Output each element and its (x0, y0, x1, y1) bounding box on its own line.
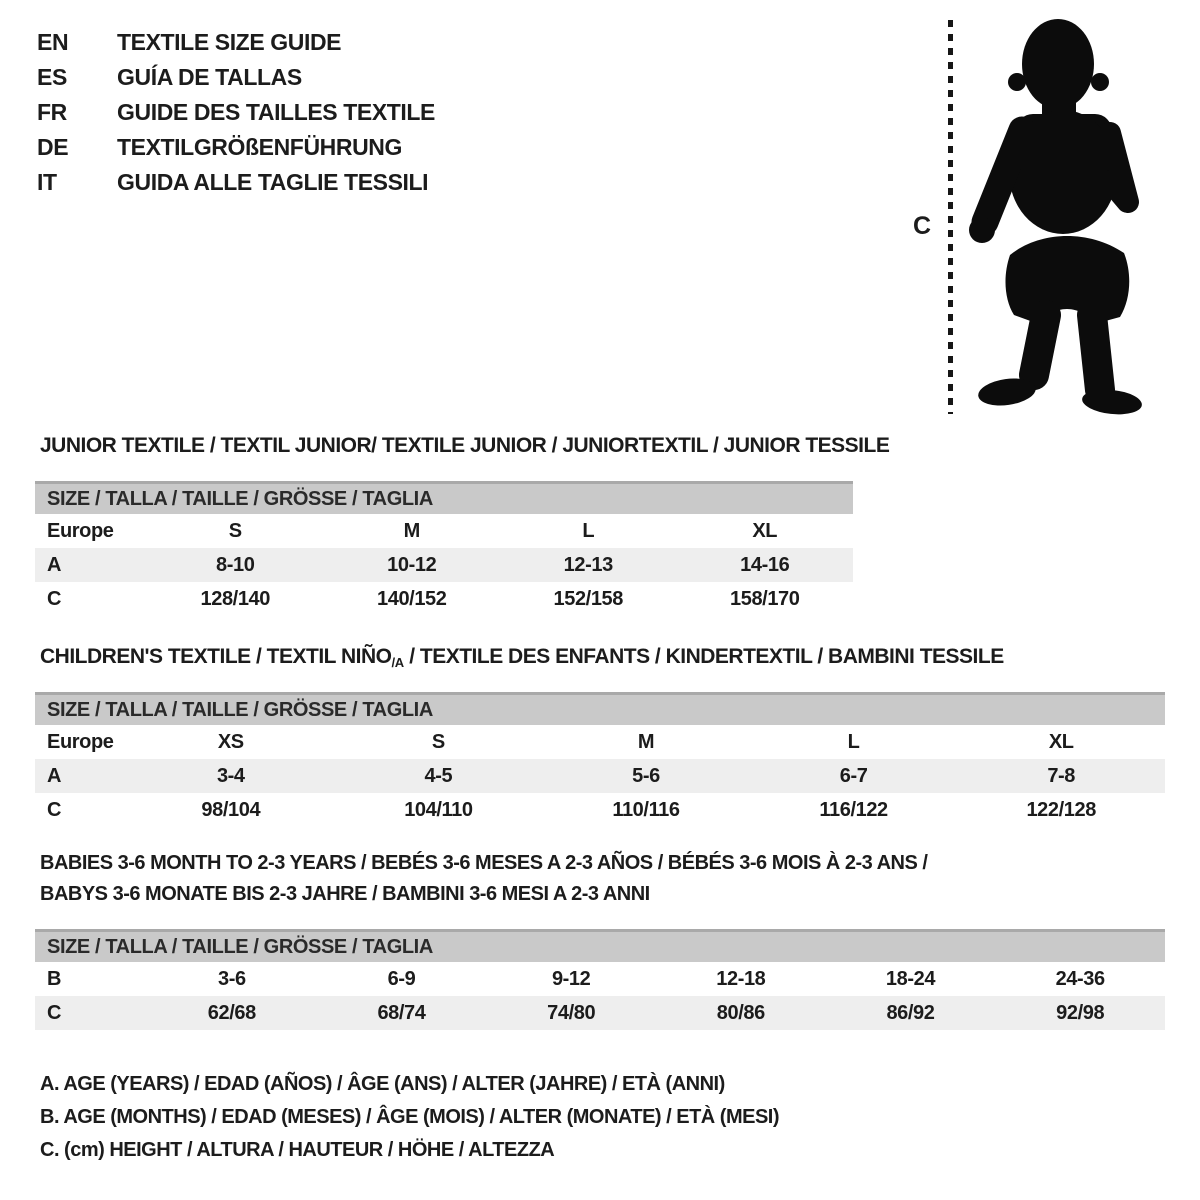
months-cell: 6-9 (387, 967, 416, 990)
height-cell: 158/170 (730, 587, 800, 610)
age-cell: 4-5 (424, 764, 453, 787)
size-cell: S (228, 519, 242, 542)
table-row-age (35, 548, 853, 582)
row-label: Europe (47, 519, 114, 542)
age-cell: 7-8 (1047, 764, 1076, 787)
size-header-bar: SIZE / TALLA / TAILLE / GRÖSSE / TAGLIA (35, 929, 1165, 962)
guide-title-fr: GUIDE DES TAILLES TEXTILE (117, 99, 435, 125)
size-cell: XL (752, 519, 778, 542)
row-label: A (47, 764, 62, 787)
size-cell: S (431, 730, 445, 753)
row-label: C (47, 1001, 62, 1024)
row-label: A (47, 553, 62, 576)
height-cell: 104/110 (404, 798, 473, 821)
toddler-silhouette-image (958, 12, 1170, 420)
months-cell: 18-24 (885, 967, 936, 990)
size-cell: L (847, 730, 860, 753)
table-row-age (35, 759, 1165, 793)
table-row-months (35, 962, 1165, 996)
language-code: FR (37, 99, 67, 125)
months-cell: 9-12 (551, 967, 591, 990)
months-cell: 3-6 (217, 967, 246, 990)
guide-title-en: TEXTILE SIZE GUIDE (117, 29, 342, 55)
age-cell: 10-12 (387, 553, 437, 576)
babies-title-line1: BABIES 3-6 MONTH TO 2-3 YEARS / BEBÉS 3-6 MESES A 2-3 AÑOS / BÉBÉS 3-6 MOIS À 2-3 ANS / (40, 852, 928, 874)
legend-line-b: B. AGE (MONTHS) / EDAD (MESES) / ÂGE (MOIS) / ALTER (MONATE) / ETÀ (MESI) (40, 1106, 780, 1128)
age-cell: 6-7 (839, 764, 868, 787)
language-row-en (37, 25, 435, 60)
junior-size-table (35, 481, 853, 616)
language-title-list (37, 25, 435, 200)
legend (40, 1068, 779, 1167)
height-cell: 116/122 (819, 798, 888, 821)
babies-size-table (35, 929, 1165, 1030)
language-row-de (37, 130, 435, 165)
months-cell: 12-18 (716, 967, 766, 990)
age-cell: 3-4 (216, 764, 245, 787)
height-measure-dotted-line (948, 20, 953, 414)
height-cell: 80/86 (716, 1001, 765, 1024)
size-cell: M (637, 730, 655, 753)
table-row-height (35, 793, 1165, 827)
size-cell: XS (217, 730, 244, 753)
age-cell: 12-13 (563, 553, 613, 576)
junior-section-title: JUNIOR TEXTILE / TEXTIL JUNIOR/ TEXTILE JUNIOR / JUNIORTEXTIL / JUNIOR TESSILE (40, 434, 890, 457)
height-cell: 98/104 (201, 798, 261, 821)
height-cell: 152/158 (553, 587, 623, 610)
height-measure-label: C (913, 212, 931, 240)
height-cell: 92/98 (1056, 1001, 1105, 1024)
row-label: C (47, 587, 62, 610)
language-code: IT (37, 169, 57, 195)
language-row-it (37, 165, 435, 200)
children-title-pre: CHILDREN'S TEXTILE / TEXTIL NIÑO (40, 645, 392, 668)
height-cell: 110/116 (612, 798, 680, 821)
babies-title-line2: BABYS 3-6 MONATE BIS 2-3 JAHRE / BAMBINI 3-6 MESI A 2-3 ANNI (40, 883, 650, 905)
table-row-europe (35, 725, 1165, 759)
children-size-table (35, 692, 1165, 827)
row-label: C (47, 798, 62, 821)
guide-title-es: GUÍA DE TALLAS (117, 64, 302, 90)
size-header-bar: SIZE / TALLA / TAILLE / GRÖSSE / TAGLIA (35, 481, 853, 514)
children-title-post: / TEXTILE DES ENFANTS / KINDERTEXTIL / BAMBINI TESSILE (403, 645, 1004, 668)
height-cell: 140/152 (377, 587, 447, 610)
size-cell: M (403, 519, 420, 542)
babies-section-title (40, 848, 927, 910)
age-cell: 14-16 (740, 553, 790, 576)
months-cell: 24-36 (1055, 967, 1105, 990)
height-cell: 74/80 (547, 1001, 596, 1024)
height-cell: 68/74 (377, 1001, 426, 1024)
size-cell: L (582, 519, 595, 542)
guide-title-it: GUIDA ALLE TAGLIE TESSILI (117, 169, 429, 195)
children-title-sub: /A (391, 655, 404, 670)
size-cell: XL (1048, 730, 1074, 753)
table-row-height (35, 582, 853, 616)
language-row-fr (37, 95, 435, 130)
language-code: ES (37, 64, 67, 90)
legend-line-c: C. (cm) HEIGHT / ALTURA / HAUTEUR / HÖHE / ALTEZZA (40, 1139, 555, 1161)
age-cell: 8-10 (216, 553, 255, 576)
language-code: DE (37, 134, 69, 160)
language-code: EN (37, 29, 69, 55)
age-cell: 5-6 (632, 764, 660, 787)
legend-line-a: A. AGE (YEARS) / EDAD (AÑOS) / ÂGE (ANS) / ALTER (JAHRE) / ETÀ (ANNI) (40, 1073, 725, 1095)
size-header-bar: SIZE / TALLA / TAILLE / GRÖSSE / TAGLIA (35, 692, 1165, 725)
height-cell: 128/140 (200, 587, 270, 610)
children-section-title (40, 645, 1004, 670)
height-cell: 86/92 (886, 1001, 935, 1024)
table-row-height (35, 996, 1165, 1030)
height-cell: 62/68 (207, 1001, 256, 1024)
row-label: Europe (47, 730, 114, 753)
table-row-europe (35, 514, 853, 548)
row-label: B (47, 967, 62, 990)
height-cell: 122/128 (1026, 798, 1096, 821)
language-row-es (37, 60, 435, 95)
guide-title-de: TEXTILGRÖßENFÜHRUNG (117, 134, 402, 160)
